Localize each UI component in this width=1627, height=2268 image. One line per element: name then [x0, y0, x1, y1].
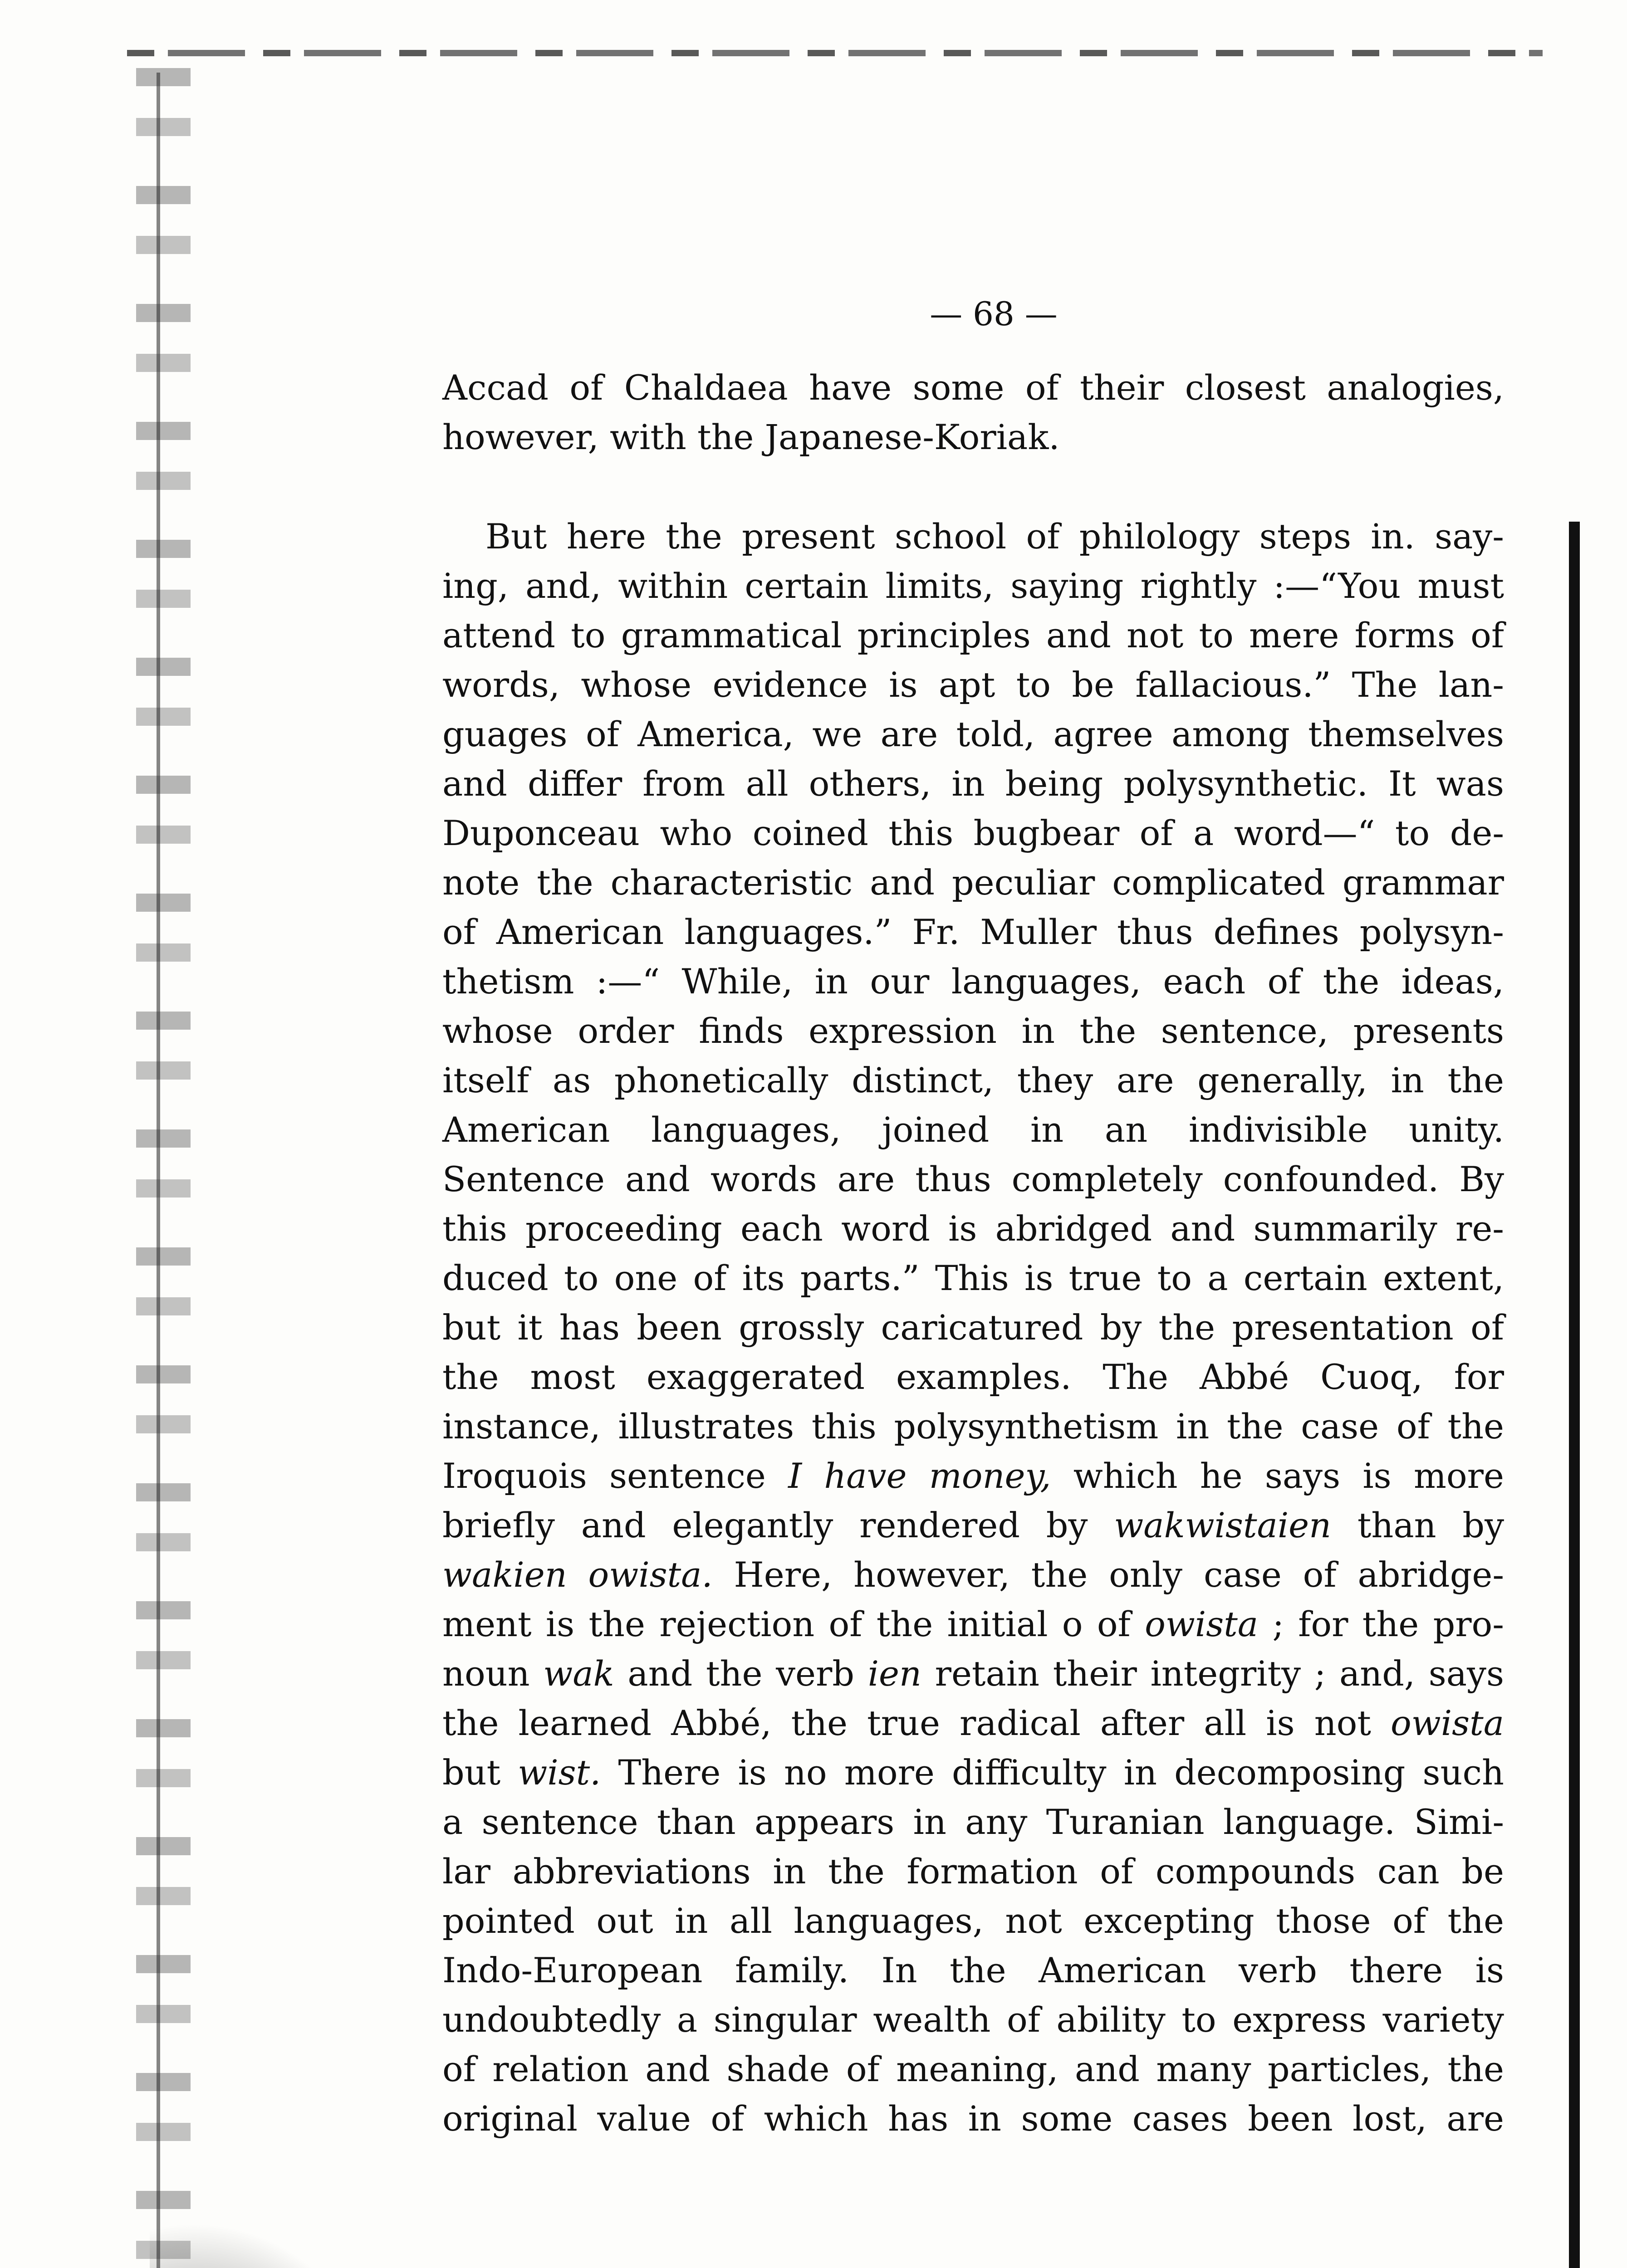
text-line: Sentence and words are thus completely confounded. By — [442, 1159, 1504, 1199]
text-line: attend to grammatical principles and not to mere forms of — [442, 615, 1504, 655]
scan-binding-line — [157, 73, 160, 2268]
text-line: words, whose evidence is apt to be fallacious.” The lan- — [442, 665, 1504, 705]
page-number: — 68 — — [930, 295, 1058, 333]
text-line: the learned Abbé, the true radical after all is not owista — [442, 1703, 1504, 1743]
text-line: wakien owista. Here, however, the only case of abridge- — [442, 1554, 1504, 1595]
scan-smudge — [150, 2223, 368, 2268]
text-line: Accad of Chaldaea have some of their closest analogies, — [442, 367, 1504, 408]
text-line: Iroquois sentence I have money, which he says is more — [442, 1456, 1504, 1496]
text-line: Duponceau who coined this bugbear of a word—“ to de- — [442, 813, 1504, 853]
text-line: American languages, joined in an indivisible unity. — [442, 1110, 1504, 1150]
text-line: ing, and, within certain limits, saying rightly :—“You must — [442, 566, 1504, 606]
text-line: note the characteristic and peculiar complicated grammar — [442, 862, 1504, 903]
text-line: itself as phonetically distinct, they are generally, in the — [442, 1060, 1504, 1100]
body-text — [442, 363, 1504, 2143]
text-line: Indo-European family. In the American verb there is — [442, 1950, 1504, 1990]
text-line: lar abbreviations in the formation of compounds can be — [442, 1851, 1504, 1892]
text-line: and differ from all others, in being polysynthetic. It was — [442, 763, 1504, 804]
text-line: instance, illustrates this polysynthetism in the case of the — [442, 1406, 1504, 1447]
text-line: this proceeding each word is abridged and summarily re- — [442, 1208, 1504, 1249]
text-line: original value of which has in some cases been lost, are — [442, 2098, 1504, 2139]
text-line: but wist. There is no more difficulty in decomposing such — [442, 1752, 1504, 1793]
text-line: whose order finds expression in the sentence, presents — [442, 1011, 1504, 1051]
text-line: thetism :—“ While, in our languages, each of the ideas, — [442, 961, 1504, 1002]
scan-edge-top — [127, 50, 1543, 56]
text-line: undoubtedly a singular wealth of ability to express variety — [442, 1999, 1504, 2040]
text-line: but it has been grossly caricatured by the presentation of — [442, 1307, 1504, 1348]
text-line: pointed out in all languages, not excepting those of the — [442, 1901, 1504, 1941]
scan-edge-right-bar — [1569, 522, 1580, 2268]
text-line: briefly and elegantly rendered by wakwistaien than by — [442, 1505, 1504, 1545]
text-line: the most exaggerated examples. The Abbé Cuoq, for — [442, 1357, 1504, 1397]
text-line: noun wak and the verb ien retain their integrity ; and, says — [442, 1653, 1504, 1694]
text-line: But here the present school of philology steps in. say- — [485, 516, 1504, 557]
text-line: of American languages.” Fr. Muller thus defines polysyn- — [442, 912, 1504, 952]
text-line: duced to one of its parts.” This is true to a certain extent, — [442, 1258, 1504, 1298]
text-line: however, with the Japanese-Koriak. — [442, 417, 1060, 457]
scan-edge-left — [136, 68, 191, 2268]
text-line: of relation and shade of meaning, and many particles, the — [442, 2049, 1504, 2089]
text-line: ment is the rejection of the initial o of owista ; for the pro- — [442, 1604, 1504, 1644]
text-line: a sentence than appears in any Turanian language. Simi- — [442, 1802, 1504, 1842]
text-line: guages of America, we are told, agree among themselves — [442, 714, 1504, 754]
